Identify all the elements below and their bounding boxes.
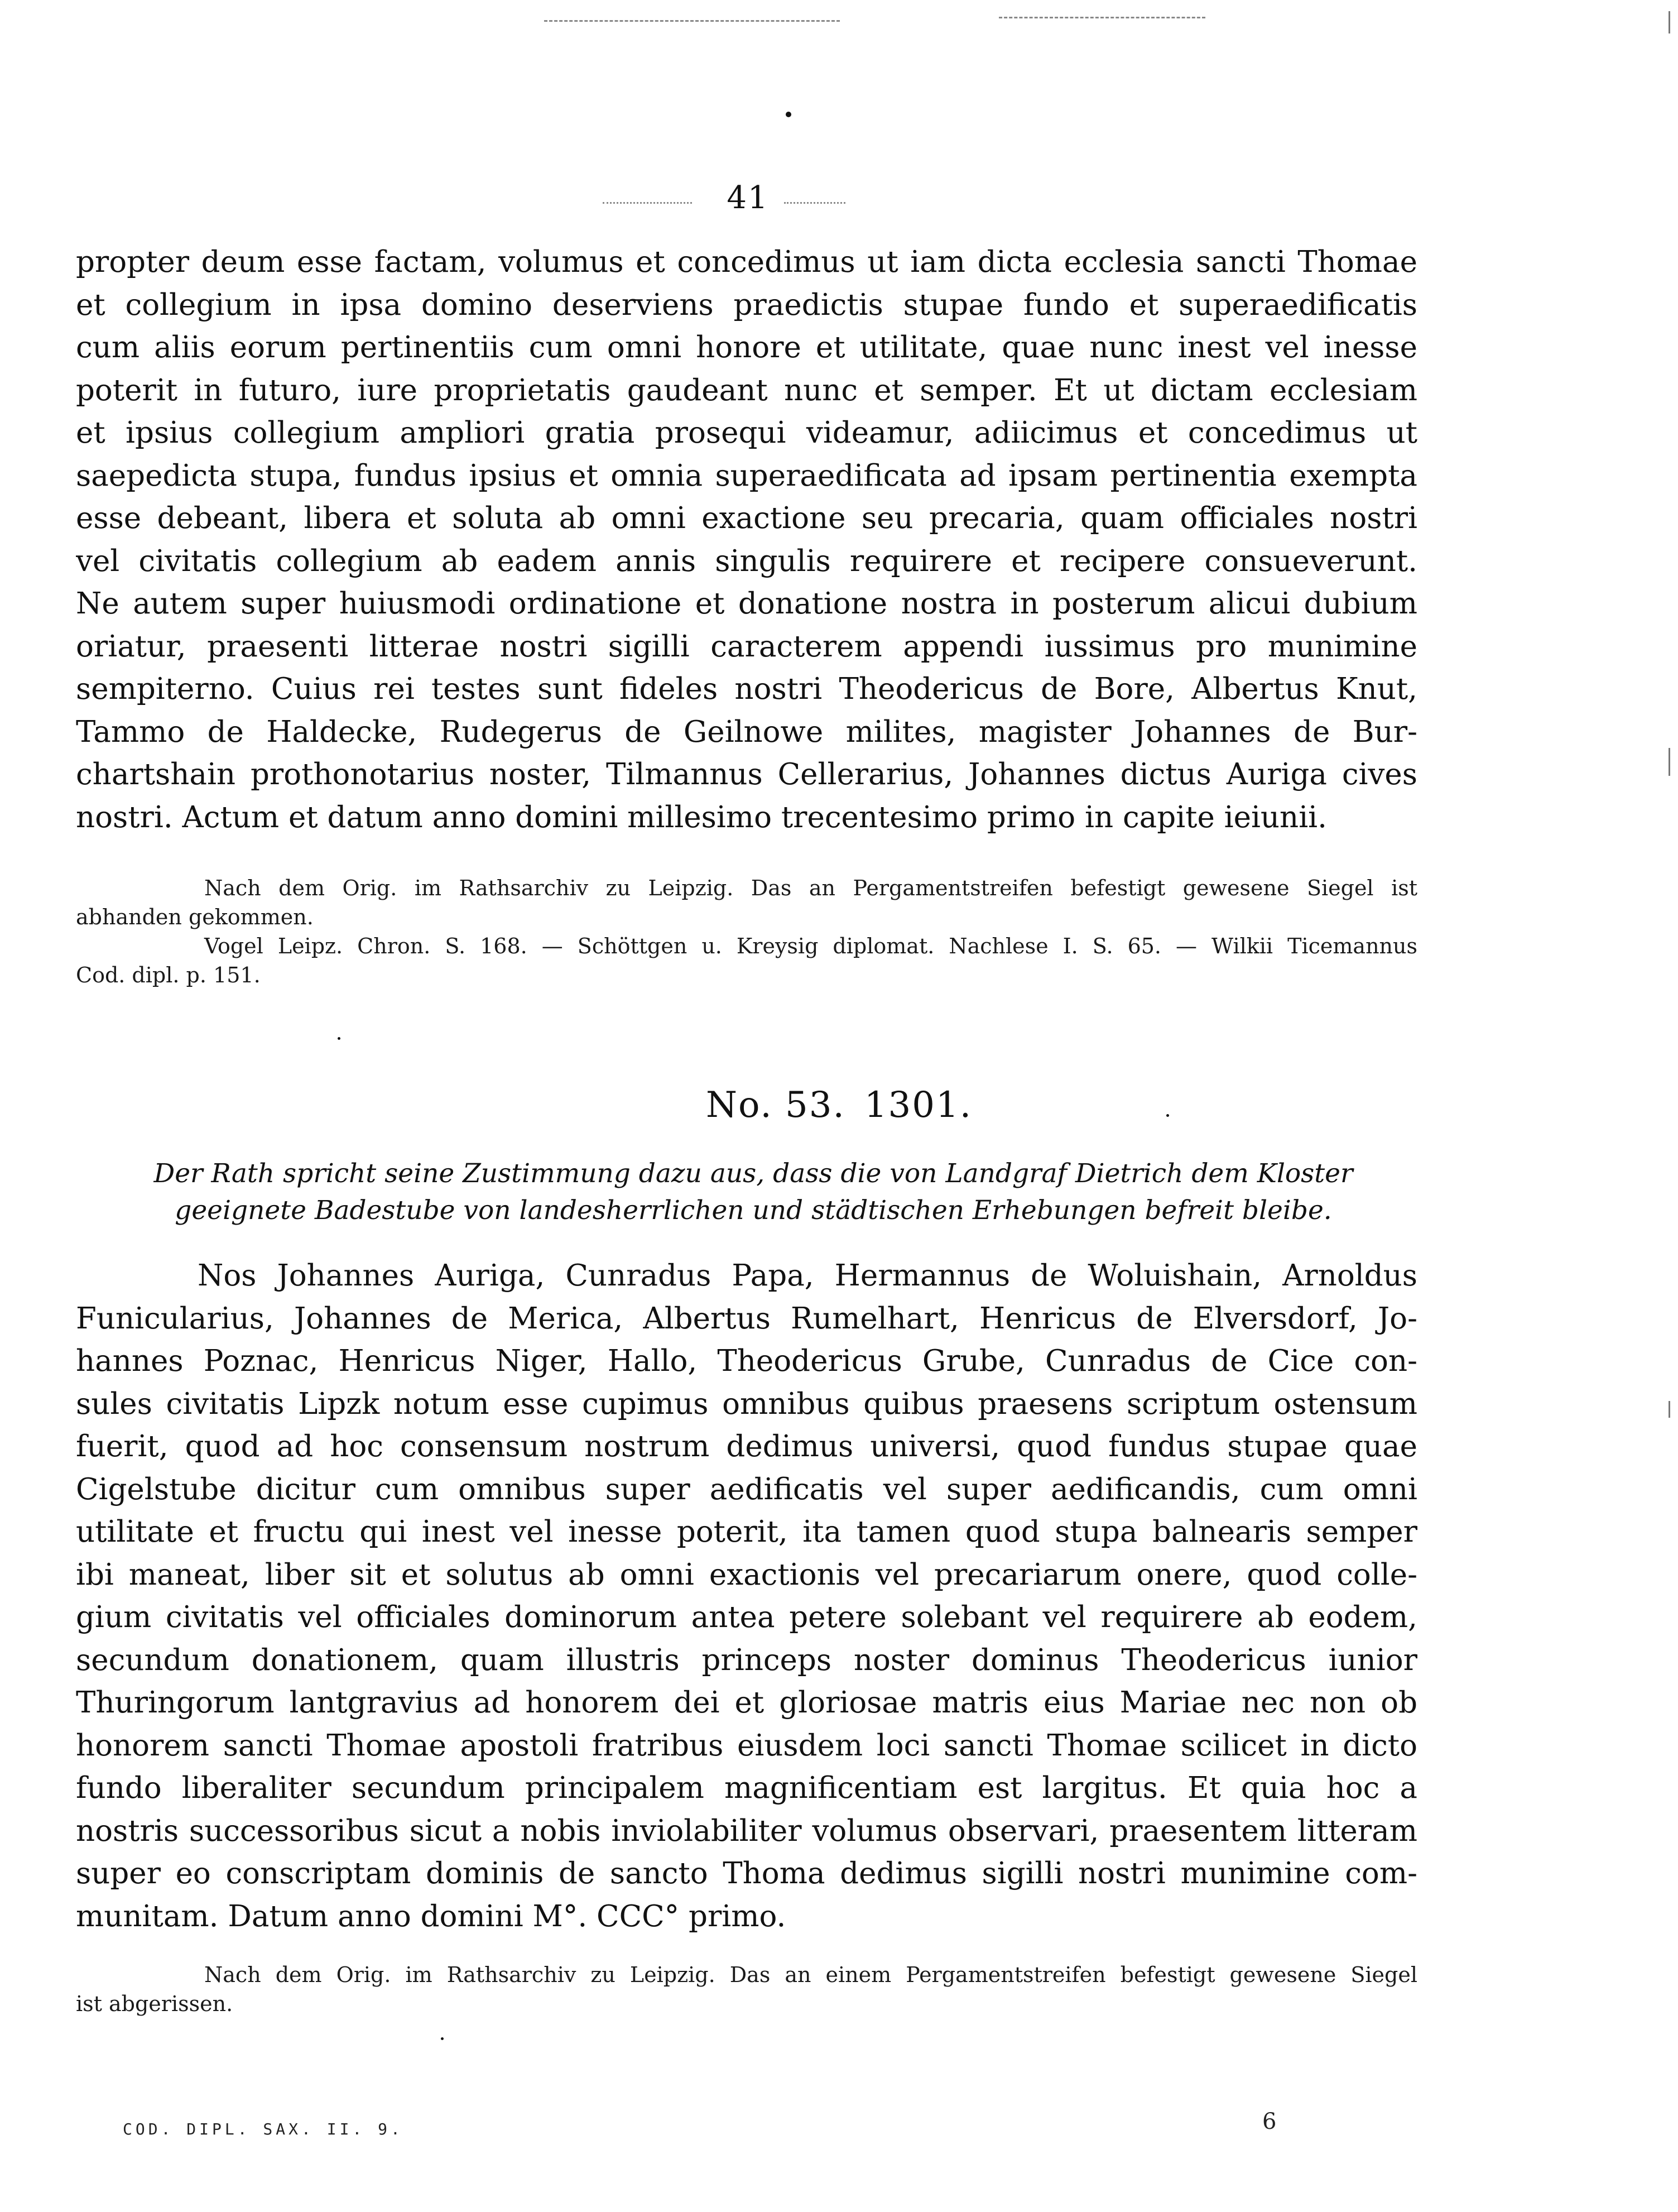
scan-dot: [441, 2037, 444, 2040]
text-line: Funicularius, Johannes de Merica, Albertus Rumelhart, Henricus de Elversdorf, Jo-: [76, 1301, 1417, 1336]
text-line: secundum donationem, quam illustris princeps noster dominus Theodericus iunior: [76, 1643, 1417, 1677]
text-line: honorem sancti Thomae apostoli fratribus eiusdem loci sancti Thomae scilicet in dicto: [76, 1728, 1417, 1763]
text-line: sules civitatis Lipzk notum esse cupimus omnibus quibus praesens scriptum ostensum: [76, 1386, 1417, 1421]
text-line: saepedicta stupa, fundus ipsius et omnia superaedificata ad ipsam pertinentia exempta: [76, 458, 1417, 493]
text-line: munitam. Datum anno domini M°. CCC° primo.: [76, 1899, 786, 1933]
text-line: ibi maneat, liber sit et solutus ab omni exactionis vel precariarum onere, quod colle-: [76, 1557, 1417, 1592]
literature-note: Cod. dipl. p. 151.: [76, 963, 261, 987]
document-notes: [76, 1960, 1417, 2018]
source-note: ist abgerissen.: [76, 1992, 233, 2016]
edge-mark: [1669, 1401, 1670, 1418]
source-note: abhanden gekommen.: [76, 905, 314, 929]
text-line: gium civitatis vel officiales dominorum antea petere solebant vel requirere ab eodem,: [76, 1600, 1417, 1634]
page-number-rule-left: [603, 202, 692, 204]
top-scan-rule-right: [999, 17, 1205, 18]
text-line: propter deum esse factam, volumus et concedimus ut iam dicta ecclesia sancti Thomae: [76, 245, 1417, 279]
edge-mark: [1669, 11, 1670, 33]
text-line: chartshain prothonotarius noster, Tilmannus Cellerarius, Johannes dictus Auriga cives: [76, 757, 1417, 791]
previous-document-text: [76, 241, 1417, 839]
source-note: Nach dem Orig. im Rathsarchiv zu Leipzig. Das an einem Pergamentstreifen befestigt gewesene Siegel: [204, 1963, 1417, 1987]
text-line: poterit in futuro, iure proprietatis gaudeant nunc et semper. Et ut dictam ecclesiam: [76, 373, 1417, 407]
text-line: utilitate et fructu qui inest vel inesse poterit, ita tamen quod stupa balnearis semper: [76, 1515, 1417, 1549]
text-line: oriatur, praesenti litterae nostri sigilli caracterem appendi iussimus pro munimine: [76, 629, 1417, 664]
text-line: fuerit, quod ad hoc consensum nostrum dedimus universi, quod fundus stupae quae: [76, 1429, 1417, 1464]
text-line: Ne autem super huiusmodi ordinatione et donatione nostra in posterum alicui dubium: [76, 587, 1417, 621]
text-line: nostris successoribus sicut a nobis inviolabiliter volumus observari, praesentem litteram: [76, 1813, 1417, 1848]
page-number: 41: [727, 180, 769, 216]
text-line: Nos Johannes Auriga, Cunradus Papa, Hermannus de Woluishain, Arnoldus: [198, 1259, 1417, 1293]
document-number: No. 53.: [705, 1085, 845, 1126]
text-line: et ipsius collegium ampliori gratia prosequi videamur, adiicimus et concedimus ut: [76, 416, 1417, 450]
document-text: [76, 1255, 1417, 1938]
previous-document-notes: [76, 874, 1417, 990]
text-line: esse debeant, libera et soluta ab omni exactione seu precaria, quam officiales nostri: [76, 501, 1417, 535]
text-line: sempiterno. Cuius rei testes sunt fideles nostri Theodericus de Bore, Albertus Knut,: [76, 672, 1417, 706]
collection-signature: COD. DIPL. SAX. II. 9.: [123, 2120, 403, 2138]
source-note: Nach dem Orig. im Rathsarchiv zu Leipzig. Das an Pergamentstreifen befestigt gewesene Siegel ist: [204, 876, 1417, 900]
document-summary: [84, 1155, 1423, 1229]
text-line: cum aliis eorum pertinentiis cum omni honore et utilitate, quae nunc inest vel inesse: [76, 330, 1417, 364]
text-line: Thuringorum lantgravius ad honorem dei et gloriosae matris eius Mariae nec non ob: [76, 1686, 1417, 1720]
text-line: hannes Poznac, Henricus Niger, Hallo, Theodericus Grube, Cunradus de Cice con-: [76, 1344, 1417, 1378]
scan-dot: [338, 1037, 340, 1040]
document-year: 1301.: [864, 1085, 973, 1126]
text-line: Cigelstube dicitur cum omnibus super aedificatis vel super aedificandis, cum omni: [76, 1472, 1417, 1506]
text-line: nostri. Actum et datum anno domini millesimo trecentesimo primo in capite ieiunii.: [76, 800, 1327, 834]
text-line: super eo conscriptam dominis de sancto Thoma dedimus sigilli nostri munimine com-: [76, 1856, 1417, 1890]
literature-note: Vogel Leipz. Chron. S. 168. — Schöttgen u. Kreysig diplomat. Nachlese I. S. 65. — Wilkii Ticemannus: [204, 934, 1417, 958]
page-number-rule-right: [784, 202, 845, 204]
summary-line: geeignete Badestube von landesherrlichen und städtischen Erhebungen befreit bleibe.: [175, 1195, 1332, 1226]
sheet-number: 6: [1262, 2109, 1277, 2134]
scan-dot: [786, 112, 791, 117]
document-heading: [0, 1080, 1678, 1130]
text-line: fundo liberaliter secundum principalem magnificentiam est largitus. Et quia hoc a: [76, 1771, 1417, 1805]
summary-line: Der Rath spricht seine Zustimmung dazu aus, dass die von Landgraf Dietrich dem Kloster: [153, 1158, 1353, 1189]
text-line: Tammo de Haldecke, Rudegerus de Geilnowe milites, magister Johannes de Bur-: [76, 714, 1417, 749]
edge-mark: [1669, 748, 1670, 776]
text-line: et collegium in ipsa domino deserviens praedictis stupae fundo et superaedificatis: [76, 287, 1417, 322]
text-line: vel civitatis collegium ab eadem annis singulis requirere et recipere consueverunt.: [76, 544, 1417, 578]
top-scan-rule-left: [544, 20, 840, 22]
